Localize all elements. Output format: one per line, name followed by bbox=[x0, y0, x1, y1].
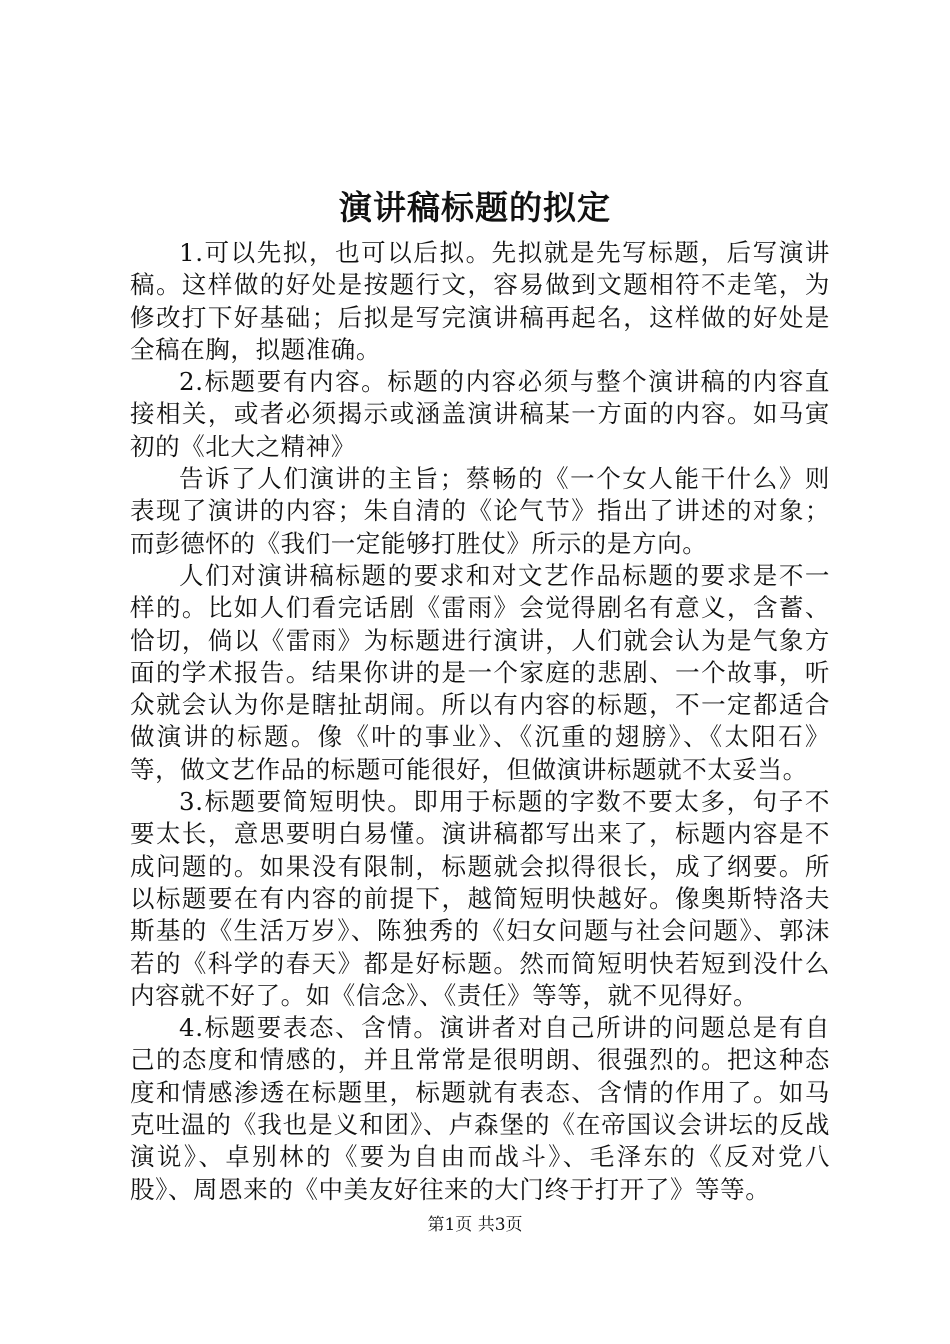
paragraph-2: 2.标题要有内容。标题的内容必须与整个演讲稿的内容直接相关，或者必须揭示或涵盖演讲稿某一方面的内容。如马寅初的《北大之精神》 bbox=[130, 367, 830, 461]
page-number-footer: 第1页 共3页 bbox=[427, 1215, 523, 1235]
paragraph-1: 1.可以先拟，也可以后拟。先拟就是先写标题，后写演讲稿。这样做的好处是按题行文，容易做到文题相符不走笔，为修改打下好基础；后拟是写完演讲稿再起名，这样做的好处是全稿在胸，拟题准确。 bbox=[130, 238, 830, 364]
paragraph-4: 人们对演讲稿标题的要求和对文艺作品标题的要求是不一样的。比如人们看完话剧《雷雨》会觉得剧名有意义，含蓄、恰切，倘以《雷雨》为标题进行演讲，人们就会认为是气象方面的学术报告。结果你讲的是一个家庭的悲剧、一个故事，听众就会认为你是瞎扯胡闹。所以有内容的标题，不一定都适合做演讲的标题。像《叶的事业》、《沉重的翅膀》、《太阳石》等，做文艺作品的标题可能很好，但做演讲标题就不太妥当。 bbox=[130, 560, 830, 784]
document-title: 演讲稿标题的拟定 bbox=[339, 188, 611, 227]
paragraph-3: 告诉了人们演讲的主旨；蔡畅的《一个女人能干什么》则表现了演讲的内容；朱自清的《论气节》指出了讲述的对象；而彭德怀的《我们一定能够打胜仗》所示的是方向。 bbox=[130, 464, 830, 558]
paragraph-5: 3.标题要简短明快。即用于标题的字数不要太多，句子不要太长，意思要明白易懂。演讲稿都写出来了，标题内容是不成问题的。如果没有限制，标题就会拟得很长，成了纲要。所以标题要在有内容的前提下，越简短明快越好。像奥斯特洛夫斯基的《生活万岁》、陈独秀的《妇女问题与社会问题》、郭沫若的《科学的春天》都是好标题。然而简短明快若短到没什么内容就不好了。如《信念》、《责任》等等，就不见得好。 bbox=[130, 787, 830, 1010]
paragraph-6: 4.标题要表态、含情。演讲者对自己所讲的问题总是有自己的态度和情感的，并且常常是很明朗、很强烈的。把这种态度和情感渗透在标题里，标题就有表态、含情的作用了。如马克吐温的《我也是义和团》、卢森堡的《在帝国议会讲坛的反战演说》、卓别林的《要为自由而战斗》、毛泽东的《反对党八股》、周恩来的《中美友好往来的大门终于打开了》等等。 bbox=[130, 1013, 830, 1204]
document-body bbox=[130, 237, 830, 1206]
